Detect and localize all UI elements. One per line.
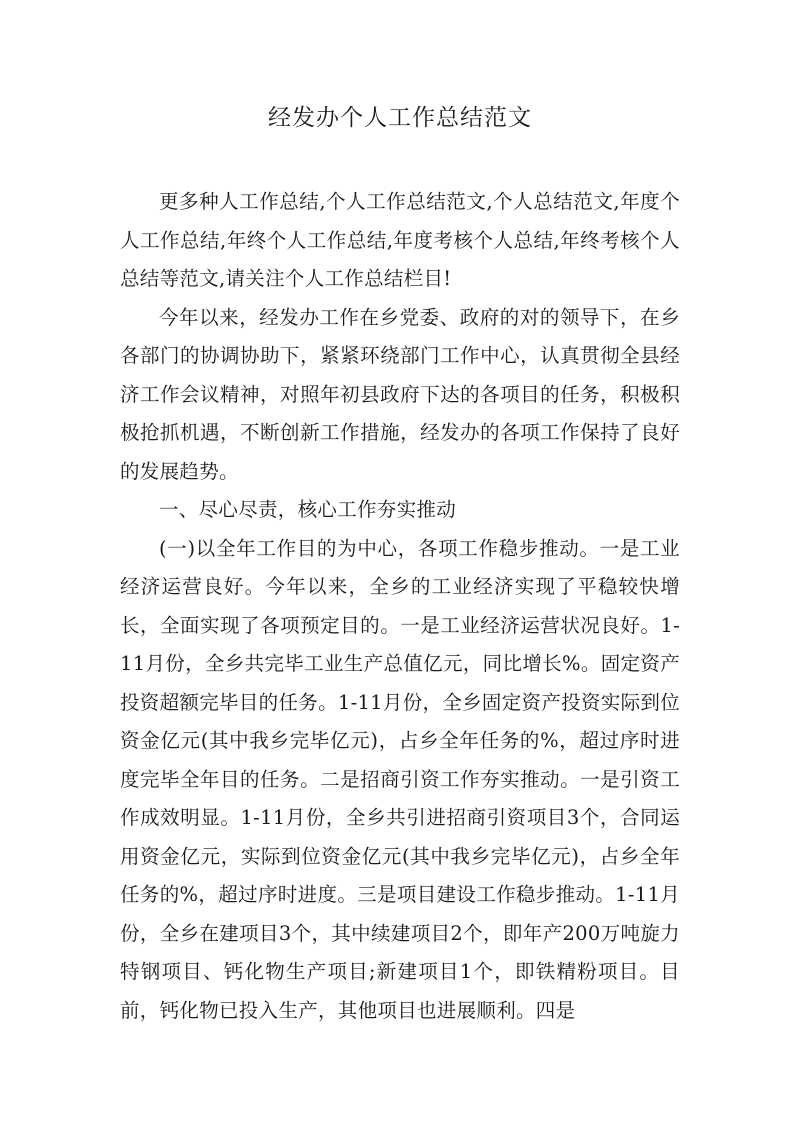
section-heading-1: 一、尽心尽责，核心工作夯实推动 xyxy=(159,498,457,521)
paragraph-overview: 今年以来，经发办工作在乡党委、政府的对的领导下，在乡各部门的协调协助下，紧紧环绕部门工作中心，认真贯彻全县经济工作会议精神，对照年初县政府下达的各项目的任务，积极积极抢抓机遇，不断创新工作措施，经发办的各项工作保持了良好的发展趋势。 xyxy=(120,305,680,483)
document-title: 经发办个人工作总结范文 xyxy=(268,105,532,131)
paragraph-intro: 更多种人工作总结,个人工作总结范文,个人总结范文,年度个人工作总结,年终个人工作总结,年度考核个人总结,年终考核个人总结等范文,请关注个人工作总结栏目! xyxy=(120,190,680,290)
paragraph-section-1-1: (一)以全年工作目的为中心，各项工作稳步推动。一是工业经济运营良好。今年以来，全乡的工业经济实现了平稳较快增长，全面实现了各项预定目的。一是工业经济运营状况良好。1-11月份，全乡共完毕工业生产总值亿元，同比增长%。固定资产投资超额完毕目的任务。1-11月份，全乡固定资产投资实际到位资金亿元(其中我乡完毕亿元)，占乡全年任务的%，超过序时进度完毕全年目的任务。二是招商引资工作夯实推动。一是引资工作成效明显。1-11月份，全乡共引进招商引资项目3个，合同运用资金亿元，实际到位资金亿元(其中我乡完毕亿元)，占乡全年任务的%，超过序时进度。三是项目建设工作稳步推动。1-11月份，全乡在建项目3个，其中续建项目2个，即年产200万吨旋力特钢项目、钙化物生产项目;新建项目1个，即铁精粉项目。目前，钙化物已投入生产，其他项目也进展顺利。四是 xyxy=(120,536,680,1022)
document-body xyxy=(120,183,680,1030)
